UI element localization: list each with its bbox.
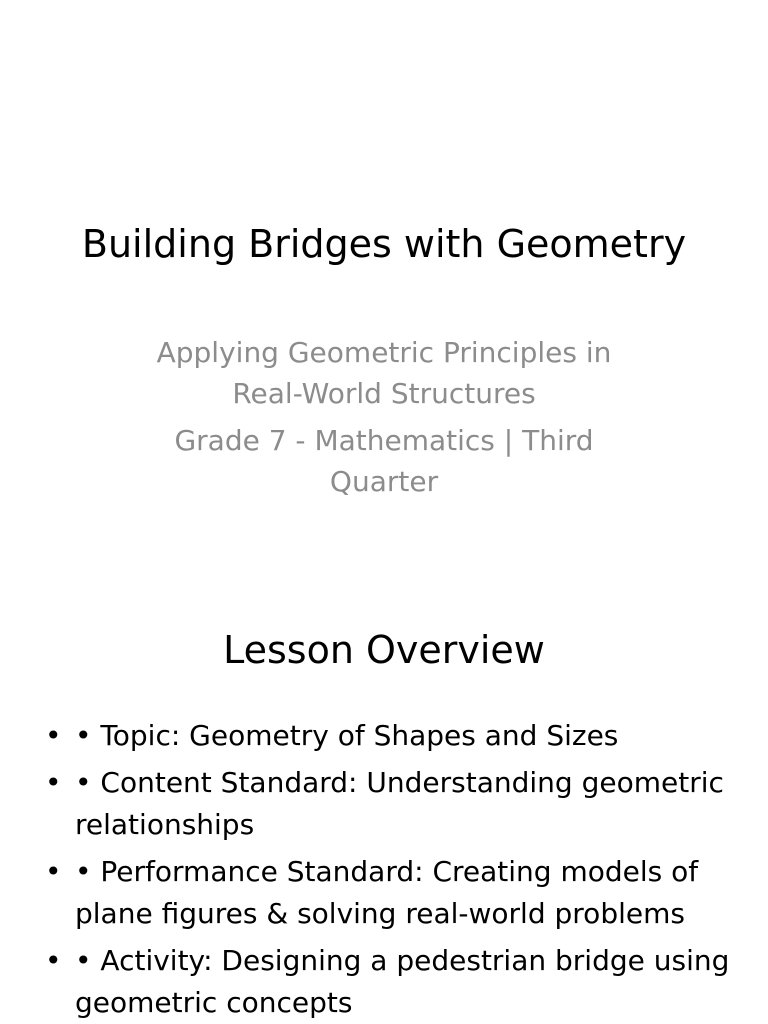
- bullet-marker: •: [45, 766, 62, 799]
- bullet-item: [45, 715, 745, 757]
- section-title: Lesson Overview: [223, 628, 545, 672]
- bullet-list: [45, 715, 745, 1024]
- bullet-marker: •: [45, 944, 62, 977]
- bullet-text: • Topic: Geometry of Shapes and Sizes: [75, 719, 619, 752]
- bullet-item: [45, 762, 745, 846]
- bullet-text: • Content Standard: Understanding geometric relationships: [75, 766, 724, 841]
- bullet-item: [45, 940, 745, 1024]
- slide-title: Building Bridges with Geometry: [81, 222, 687, 266]
- bullet-text: • Activity: Designing a pedestrian bridge using geometric concepts: [75, 944, 730, 1019]
- bullet-text: • Performance Standard: Creating models of plane figures & solving real-world problems: [75, 855, 699, 930]
- subtitle-course: Grade 7 - Mathematics | Third Quarter: [174, 424, 594, 498]
- subtitle-line: Applying Geometric Principles in Real-World Structures: [156, 336, 612, 410]
- bullet-marker: •: [45, 855, 62, 888]
- bullet-item: [45, 851, 745, 935]
- bullet-marker: •: [45, 719, 62, 752]
